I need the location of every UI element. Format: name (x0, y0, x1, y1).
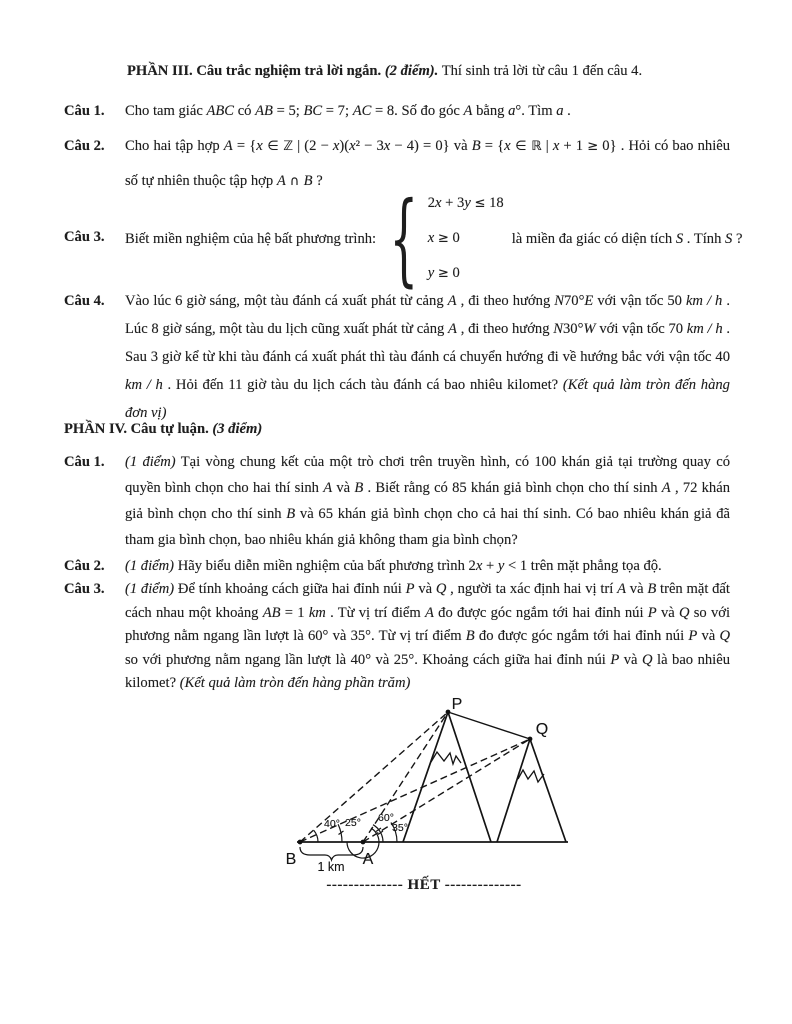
question-p3-1 (64, 102, 730, 120)
peak-p-dot (446, 710, 451, 715)
system-outro-text: là miền đa giác có diện tích S . Tính S ? (511, 230, 743, 247)
exam-figure (265, 692, 585, 882)
peak-q-dot (528, 737, 533, 742)
mountain-right (497, 739, 566, 842)
question-label: Câu 4. (64, 293, 105, 309)
question-label: Câu 2. (64, 138, 105, 154)
angle-label-40: 40° (324, 818, 340, 830)
question-label: Câu 3. (64, 581, 105, 597)
inequality-system (382, 179, 504, 297)
question-text: Cho tam giác ABC có AB = 5; BC = 7; AC = 8. Số đo góc A bằng a°. Tìm a . (125, 103, 571, 119)
figure-solids (297, 712, 568, 860)
question-label: Câu 3. (64, 229, 105, 245)
angle-label-35: 35° (392, 822, 408, 834)
distance-brace (300, 847, 363, 860)
part4-heading: PHẦN IV. Câu tự luận. (3 điểm) (64, 421, 263, 437)
inequality-line-3: y ≥ 0 (427, 265, 460, 281)
point-b-dot (298, 840, 303, 845)
mountain-left (403, 712, 491, 842)
label-p: P (451, 696, 463, 713)
question-p4-2 (64, 557, 730, 575)
question-text: (1 điểm) Tại vòng chung kết của một trò chơi trên truyền hình, có 100 khán giả tại trường quay có quyền bình chọn cho hai thí sinh A và B . Biết rằng có 85 khán giả bình chọn cho thí sinh A , 72 khán giả bình chọn cho thí sinh B và 65 khán giả bình chọn cho cả hai thí sinh. Có bao nhiêu khán giả đã tham gia bình chọn, bao nhiêu khán giả không tham gia bình chọn? (125, 454, 731, 548)
question-p4-3 (64, 578, 730, 696)
question-text: (1 điểm) Để tính khoảng cách giữa hai đỉnh núi P và Q , người ta xác định hai vị trí A và B trên mặt đất cách nhau một khoảng AB = 1 km . Từ vị trí điểm A đo được góc ngắm tới hai đỉnh núi P và Q so với phương nằm ngang lần lượt là 60° và 35°. Từ vị trí điểm B đo được góc ngắm tới hai đỉnh núi P và Q so với phương nằm ngang lần lượt là 40° và 25°. Khoảng cách giữa hai đỉnh núi P và Q là bao nhiêu kilomet? (Kết quả làm tròn đến hàng phần trăm) (125, 581, 731, 691)
question-label: Câu 1. (64, 454, 105, 470)
system-intro-text: Biết miền nghiệm của hệ bất phương trình: (125, 230, 377, 247)
sightline-a-to-q (363, 739, 530, 842)
question-text (125, 179, 743, 297)
angle-label-25: 25° (345, 817, 361, 829)
question-label: Câu 2. (64, 558, 105, 574)
question-text: Cho hai tập hợp A = {x ∈ ℤ | (2 − x)(x² − 3x − 4) = 0} và B = {x ∈ ℝ | x + 1 ≥ 0} . Hỏi có bao nhiêu số tự nhiên thuộc tập hợp A ∩ B ? (125, 138, 731, 189)
distance-label: 1 km (317, 860, 345, 874)
question-p3-3 (64, 179, 743, 297)
question-label: Câu 1. (64, 103, 105, 119)
snowline-right (518, 770, 544, 782)
footer-het: -------------- HẾT -------------- (326, 877, 522, 893)
inequality-line-2: x ≥ 0 (427, 230, 460, 246)
label-b: B (285, 851, 297, 868)
label-a: A (362, 851, 374, 868)
question-text: Vào lúc 6 giờ sáng, một tàu đánh cá xuất phát từ cảng A , đi theo hướng N70°E với vận tốc 50 km / h . Lúc 8 giờ sáng, một tàu du lịch cũng xuất phát từ cảng A , đi theo hướng N30°W với vận tốc 70 km / h . Sau 3 giờ kể từ khi tàu đánh cá xuất phát thì tàu đánh cá chuyển hướng đi về hướng bắc với vận tốc 40 km / h . Hỏi đến 11 giờ tàu du lịch cách tàu đánh cá bao nhiêu kilomet? (Kết quả làm tròn đến hàng đơn vị) (125, 293, 730, 421)
inequality-line-1: 2x + 3y ≤ 18 (427, 195, 504, 211)
point-a-dot (361, 840, 366, 845)
question-text: (1 điểm) Hãy biểu diễn miền nghiệm của bất phương trình 2x + y < 1 trên mặt phẳng tọa độ. (125, 558, 662, 574)
question-p4-1 (64, 449, 730, 553)
part3-heading: PHẦN III. Câu trắc nghiệm trả lời ngắn. (2 điểm). Thí sinh trả lời từ câu 1 đến câu 4. (127, 63, 643, 79)
question-p3-4 (64, 287, 730, 427)
system-lines (428, 186, 504, 291)
segment-p-q (448, 712, 530, 739)
system-brace: { (389, 179, 419, 297)
snowline-left (431, 752, 461, 764)
label-q: Q (535, 721, 549, 738)
angle-label-60: 60° (378, 812, 394, 824)
